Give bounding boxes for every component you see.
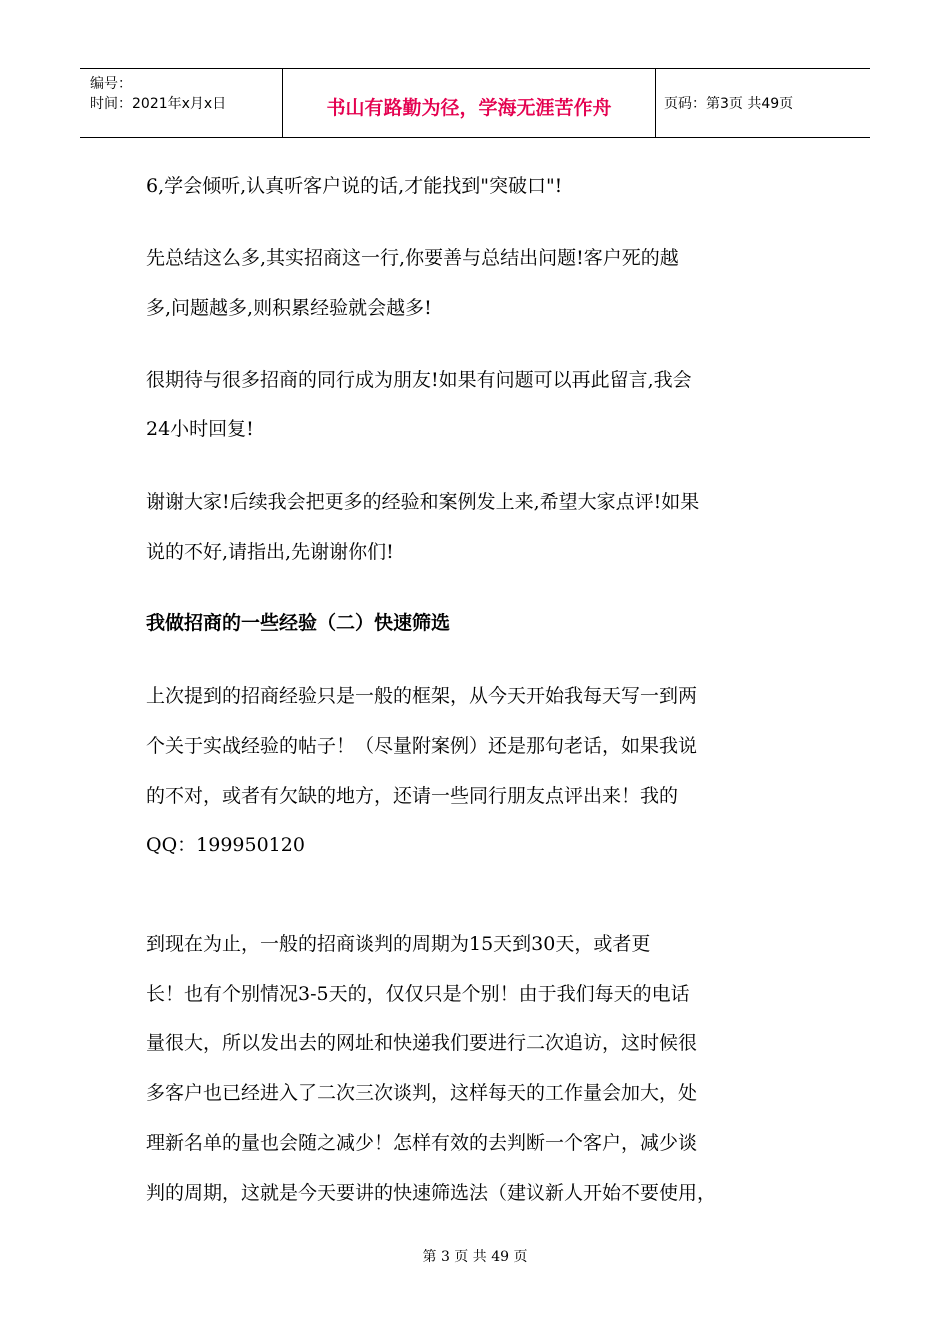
body-line: 个关于实战经验的帖子！（尽量附案例）还是那句老话，如果我说 <box>146 735 698 757</box>
body-line: 谢谢大家!后续我会把更多的经验和案例发上来,希望大家点评!如果 <box>146 491 700 513</box>
body-line: 多,问题越多,则积累经验就会越多! <box>146 297 432 319</box>
document-number-label: 编号： <box>90 76 132 92</box>
body-line: 量很大，所以发出去的网址和快递我们要进行二次追访，这时候很 <box>146 1032 698 1054</box>
page-header <box>80 68 870 138</box>
body-line: 判的周期，这就是今天要讲的快速筛选法（建议新人开始不要使用， <box>146 1182 717 1204</box>
body-line: 很期待与很多招商的同行成为朋友!如果有问题可以再此留言,我会 <box>146 369 692 391</box>
body-line: 的不对，或者有欠缺的地方，还请一些同行朋友点评出来！我的 <box>146 785 679 807</box>
body-line: 上次提到的招商经验只是一般的框架，从今天开始我每天写一到两 <box>146 685 698 707</box>
body-line: 先总结这么多,其实招商这一行,你要善与总结出问题!客户死的越 <box>146 247 679 269</box>
body-line: 长！也有个别情况3-5天的，仅仅只是个别！由于我们每天的电话 <box>146 983 690 1005</box>
body-line: 6,学会倾听,认真听客户说的话,才能找到"突破口"! <box>146 175 563 197</box>
header-meta-cell <box>80 69 283 137</box>
body-line: 多客户也已经进入了二次三次谈判，这样每天的工作量会加大，处 <box>146 1082 698 1104</box>
header-motto-cell <box>283 69 656 137</box>
page-footer: 第 3 页 共 49 页 <box>422 1249 528 1265</box>
section-heading: 我做招商的一些经验（二）快速筛选 <box>146 612 451 634</box>
document-date-label: 时间：2021年x月x日 <box>90 96 227 112</box>
body-line: 到现在为止，一般的招商谈判的周期为15天到30天，或者更 <box>146 933 651 955</box>
header-page-cell <box>656 69 870 137</box>
body-line: 理新名单的量也会随之减少！怎样有效的去判断一个客户，减少谈 <box>146 1132 698 1154</box>
body-line: QQ：199950120 <box>146 834 305 856</box>
header-page-info: 页码：第3页 共49页 <box>664 96 794 112</box>
body-line: 说的不好,请指出,先谢谢你们! <box>146 541 394 563</box>
header-motto: 书山有路勤为径，学海无涯苦作舟 <box>326 97 612 119</box>
body-line: 24小时回复! <box>146 418 254 440</box>
